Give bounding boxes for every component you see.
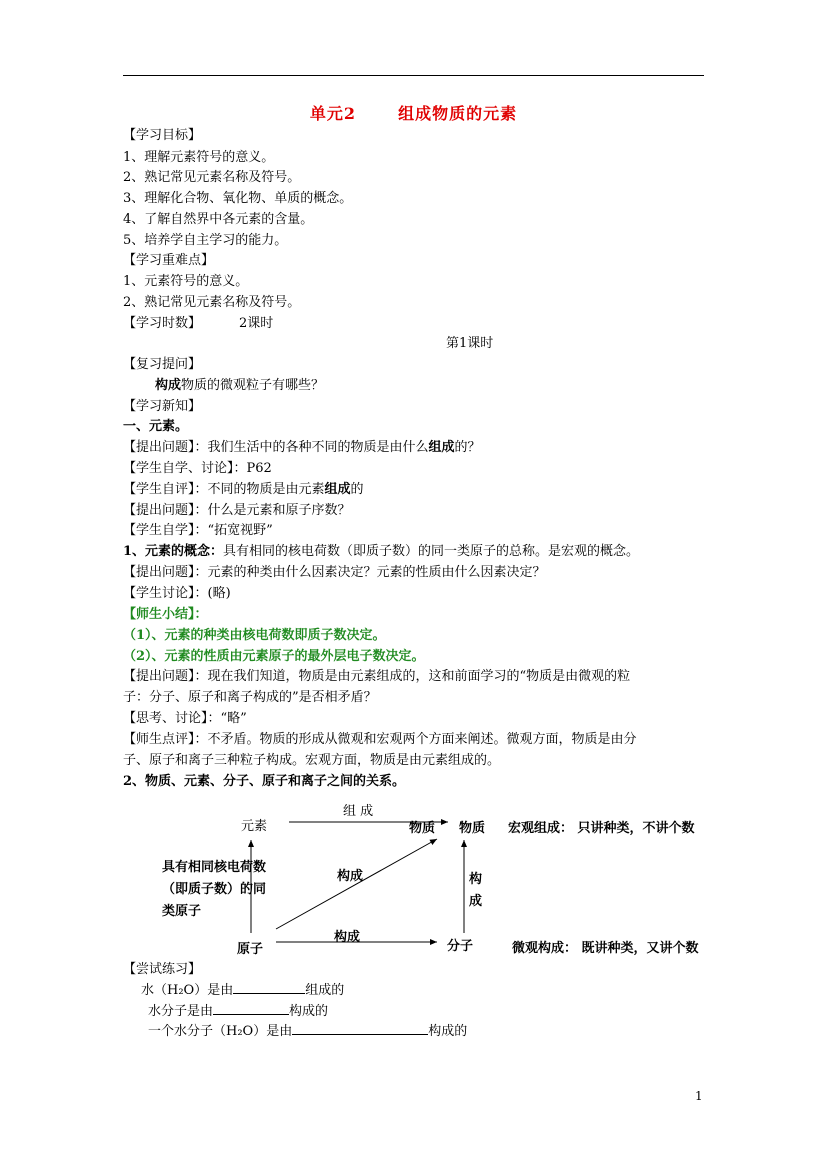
- keypoint-item: 1、元素符号的意义。: [123, 274, 249, 289]
- diagram-micro-note: 微观构成： 既讲种类，又讲个数: [512, 941, 699, 956]
- review-heading: 【复习提问】: [123, 357, 202, 372]
- diagram-constitute-vertical: 成: [469, 894, 483, 909]
- question-row: 【提出问题】：元素的种类由什么因素决定？元素的性质由什么因素决定？: [123, 565, 546, 580]
- review-question-text: 物质的微观粒子有哪些？: [181, 378, 325, 393]
- new-knowledge-heading: 【学习新知】: [123, 399, 202, 414]
- diagram-side-label: 类原子: [162, 904, 202, 919]
- title-unit: 单元2: [309, 104, 357, 123]
- answer-blank[interactable]: [292, 1022, 428, 1035]
- question-row: 【提出问题】：现在我们知道，物质是由元素组成的，这和前面学习的“物质是由微观的粒: [123, 669, 631, 684]
- hours-value: 2课时: [239, 316, 274, 331]
- diagram-macro-note: 宏观组成： 只讲种类，不讲个数: [508, 821, 695, 836]
- question-row: 【提出问题】：我们生活中的各种不同的物质是由什么组成的？: [123, 440, 481, 455]
- diagram-compose-label: 组 成: [343, 804, 374, 819]
- hours-label: 【学习时数】: [123, 316, 202, 331]
- diagram-constitute-vertical: 构: [469, 872, 483, 887]
- diagram-constitute-bottom: 构成: [334, 930, 361, 945]
- objective-item: 1、理解元素符号的意义。: [123, 150, 275, 165]
- section-heading: 2、物质、元素、分子、原子和离子之间的关系。: [123, 774, 406, 789]
- section-heading: 一、元素。: [123, 419, 189, 434]
- diagram-atom: 原子: [237, 942, 264, 957]
- answer-blank[interactable]: [233, 981, 305, 994]
- practice-heading: 【尝试练习】: [123, 962, 202, 977]
- diagram-matter-right: 物质: [459, 821, 486, 836]
- diagram-matter-left: 物质: [409, 821, 436, 836]
- title-name: 组成物质的元素: [398, 104, 518, 123]
- self-study-row: 【学生自学】：“拓宽视野”: [123, 523, 273, 538]
- concept-row: 1、元素的概念：具有相同的核电荷数（即质子数）的同一类原子的总称。是宏观的概念。: [123, 544, 640, 559]
- page-number: 1: [695, 1089, 703, 1103]
- discuss-row: 【学生讨论】：(略): [123, 586, 231, 601]
- review-question-bold: 构成: [155, 378, 182, 393]
- diagram-element: 元素: [241, 819, 268, 834]
- summary-item: （1）、元素的种类由核电荷数即质子数决定。: [123, 628, 386, 643]
- summary-heading: 【师生小结】：: [123, 607, 208, 622]
- self-study-row: 【学生自学、讨论】：P62: [123, 461, 272, 476]
- answer-blank[interactable]: [213, 1002, 289, 1015]
- practice-line: 水分子是由 构成的: [148, 1004, 329, 1019]
- objective-item: 5、培养学自主学习的能力。: [123, 233, 288, 248]
- practice-line: 一个水分子（H₂O）是由 构成的: [148, 1024, 468, 1039]
- self-eval-row: 【学生自评】：不同的物质是由元素组成的: [123, 482, 364, 497]
- question-row-cont: 子：分子、原子和离子构成的”是否相矛盾？: [123, 690, 377, 705]
- teacher-eval-row: 【师生点评】：不矛盾。物质的形成从微观和宏观两个方面来阐述。微观方面，物质是由分: [123, 732, 637, 747]
- objective-item: 4、了解自然界中各元素的含量。: [123, 212, 314, 227]
- diagram-side-label: （即质子数）的同: [162, 882, 267, 897]
- keypoints-heading: 【学习重难点】: [123, 253, 215, 268]
- arrow-atom-to-matter: [276, 839, 437, 929]
- diagram-molecule: 分子: [447, 939, 474, 954]
- lesson-label: 第1课时: [446, 336, 494, 351]
- objective-item: 2、熟记常见元素名称及符号。: [123, 170, 301, 185]
- teacher-eval-row-cont: 子、原子和离子三种粒子构成。宏观方面，物质是由元素组成的。: [123, 753, 501, 768]
- keypoint-item: 2、熟记常见元素名称及符号。: [123, 295, 301, 310]
- question-row: 【提出问题】：什么是元素和原子序数？: [123, 503, 351, 518]
- diagram-constitute-diagonal: 构成: [337, 869, 364, 884]
- objective-item: 3、理解化合物、氧化物、单质的概念。: [123, 191, 353, 206]
- think-row: 【思考、讨论】：“略”: [123, 711, 247, 726]
- summary-item: （2）、元素的性质由元素原子的最外层电子数决定。: [123, 649, 425, 664]
- practice-line: 水（H₂O）是由 组成的: [141, 983, 345, 998]
- diagram-side-label: 具有相同核电荷数: [162, 860, 267, 875]
- objectives-heading: 【学习目标】: [123, 128, 202, 143]
